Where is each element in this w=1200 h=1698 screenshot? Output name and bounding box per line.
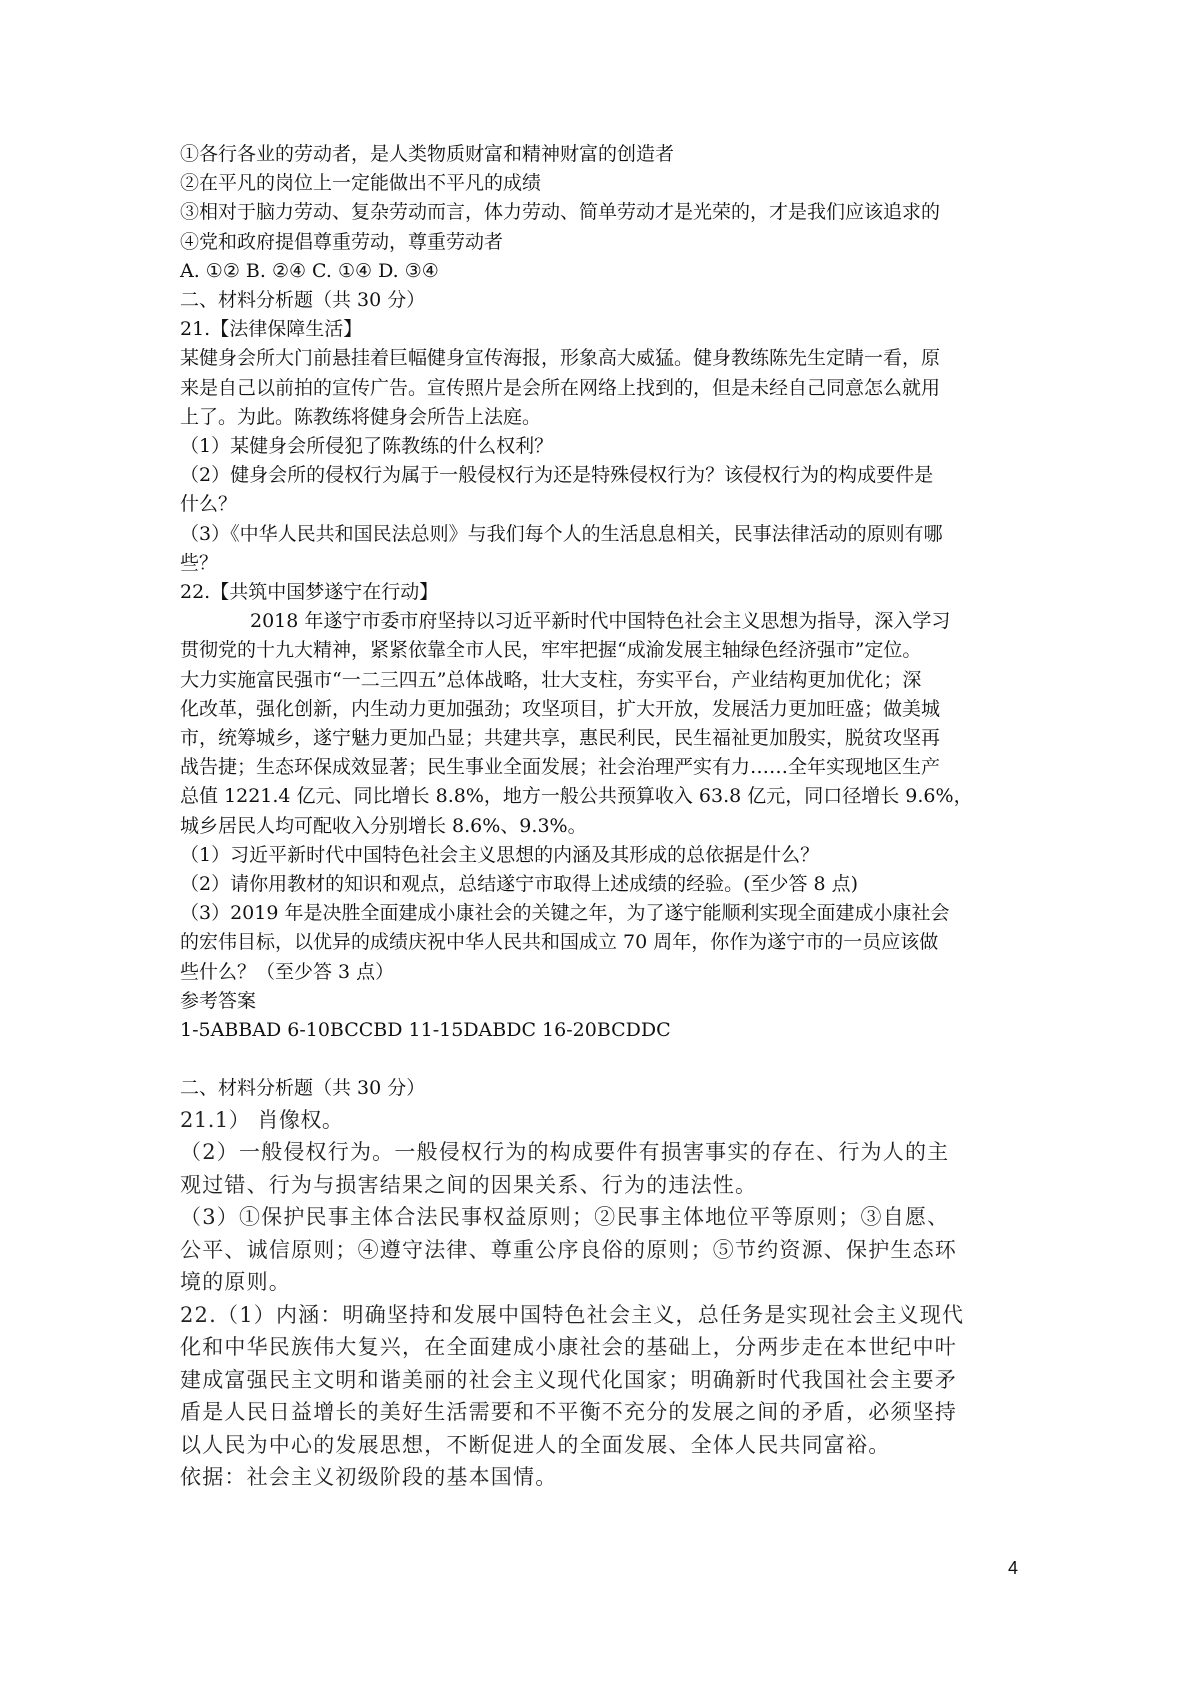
q21-question: （1）某健身会所侵犯了陈教练的什么权利？ [180, 435, 554, 458]
q21-title: 21.【法律保障生活】 [180, 318, 363, 341]
q20-option: ①各行各业的劳动者，是人类物质财富和精神财富的创造者 [180, 143, 675, 165]
answer-block [180, 1104, 1040, 1494]
section-title: 二、材料分析题（共 30 分） [180, 289, 426, 312]
q22-material-line: 2018 年遂宁市委市府坚持以习近平新时代中国特色社会主义思想为指导，深入学习 [250, 610, 951, 633]
q22-question: 的宏伟目标，以优异的成绩庆祝中华人民共和国成立 70 周年，你作为遂宁市的一员应该做 [180, 931, 939, 954]
q21-material-line: 某健身会所大门前悬挂着巨幅健身宣传海报，形象高大威猛。健身教练陈先生定睛一看，原 [180, 347, 941, 370]
q21-question: （3）《中华人民共和国民法总则》与我们每个人的生活息息相关，民事法律活动的原则有哪 [180, 522, 943, 545]
q22-material-line: 战告捷；生态环保成效显著；民生事业全面发展；社会治理严实有力……全年实现地区生产 [180, 756, 941, 779]
a22-line: 依据：社会主义初级阶段的基本国情。 [180, 1465, 558, 1489]
a22-line: 22.（1）内涵：明确坚持和发展中国特色社会主义，总任务是实现社会主义现代 [180, 1302, 965, 1327]
a21-line: 观过错、行为与损害结果之间的因果关系、行为的违法性。 [180, 1172, 758, 1197]
q21-material-line: 上了。为此。陈教练将健身会所告上法庭。 [180, 405, 542, 428]
q22-question: （2）请你用教材的知识和观点，总结遂宁市取得上述成绩的经验。(至少答 8 点) [180, 873, 859, 896]
q22-question: （1）习近平新时代中国特色社会主义思想的内涵及其形成的总依据是什么？ [180, 843, 820, 866]
q22-title: 22.【共筑中国梦遂宁在行动】 [180, 581, 439, 604]
q22-question: 些什么？（至少答 3 点） [180, 960, 395, 983]
q22-material-line: 化改革，强化创新，内生动力更加强劲；攻坚项目，扩大开放，发展活力更加旺盛；做美城 [180, 697, 941, 720]
blank-line [180, 1045, 1040, 1074]
a22-line: 化和中华民族伟大复兴，在全面建成小康社会的基础上，分两步走在本世纪中叶 [180, 1335, 957, 1359]
q20-option: ④党和政府提倡尊重劳动，尊重劳动者 [180, 230, 504, 253]
q21-question: 些？ [180, 551, 219, 574]
q22-material-line: 贯彻党的十九大精神，紧紧依靠全市人民，牢牢把握“成渝发展主轴绿色经济强市”定位。 [180, 639, 922, 662]
q22-question: （3）2019 年是决胜全面建成小康社会的关键之年，为了遂宁能顺利实现全面建成小康社会 [180, 902, 950, 925]
q22-material-line: 市，统筹城乡，遂宁魅力更加凸显；共建共享，惠民利民，民生福祉更加殷实，脱贫攻坚再 [180, 727, 941, 750]
answers-title: 参考答案 [180, 989, 257, 1012]
q22-material-line: 总值 1221.4 亿元、同比增长 8.8%，地方一般公共预算收入 63.8 亿元，同口径增长 9.6%， [180, 785, 973, 808]
q20-choices: A. ①② B. ②④ C. ①④ D. ③④ [180, 259, 439, 282]
q22-material-line: 城乡居民人均可配收入分别增长 8.6%、9.3%。 [180, 814, 587, 837]
a22-line: 建成富强民主文明和谐美丽的社会主义现代化国家；明确新时代我国社会主要矛 [180, 1367, 957, 1392]
a21-line: 公平、诚信原则；④遵守法律、尊重公序良俗的原则；⑤节约资源、保护生态环 [180, 1237, 957, 1262]
q20-option: ②在平凡的岗位上一定能做出不平凡的成绩 [180, 172, 542, 195]
page-number: 4 [1007, 1558, 1018, 1578]
q22-material-line: 大力实施富民强市“一二三四五”总体战略，壮大支柱，夯实平台，产业结构更加优化；深 [180, 668, 922, 691]
q21-material-line: 来是自己以前拍的宣传广告。宣传照片是会所在网络上找到的，但是未经自己同意怎么就用 [180, 376, 941, 399]
a21-line: （2）一般侵权行为。一般侵权行为的构成要件有损害事实的存在、行为人的主 [180, 1140, 950, 1164]
a22-line: 以人民为中心的发展思想，不断促进人的全面发展、全体人民共同富裕。 [180, 1432, 891, 1457]
q20-option: ③相对于脑力劳动、复杂劳动而言，体力劳动、简单劳动才是光荣的，才是我们应该追求的 [180, 201, 941, 224]
q21-question: （2）健身会所的侵权行为属于一般侵权行为还是特殊侵权行为？该侵权行为的构成要件是 [180, 464, 934, 487]
a21-line: 21.1） 肖像权。 [180, 1107, 344, 1132]
document-page [180, 140, 1040, 1494]
a21-line: （3）①保护民事主体合法民事权益原则；②民事主体地位平等原则；③自愿、 [180, 1205, 950, 1229]
a21-line: 境的原则。 [180, 1270, 291, 1294]
choice-answer-key: 1-5ABBAD 6-10BCCBD 11-15DABDC 16-20BCDDC [180, 1019, 671, 1042]
answers-section-title: 二、材料分析题（共 30 分） [180, 1077, 426, 1100]
a22-line: 盾是人民日益增长的美好生活需要和不平衡不充分的发展之间的矛盾，必须坚持 [180, 1400, 957, 1424]
q21-question: 什么？ [180, 493, 238, 516]
